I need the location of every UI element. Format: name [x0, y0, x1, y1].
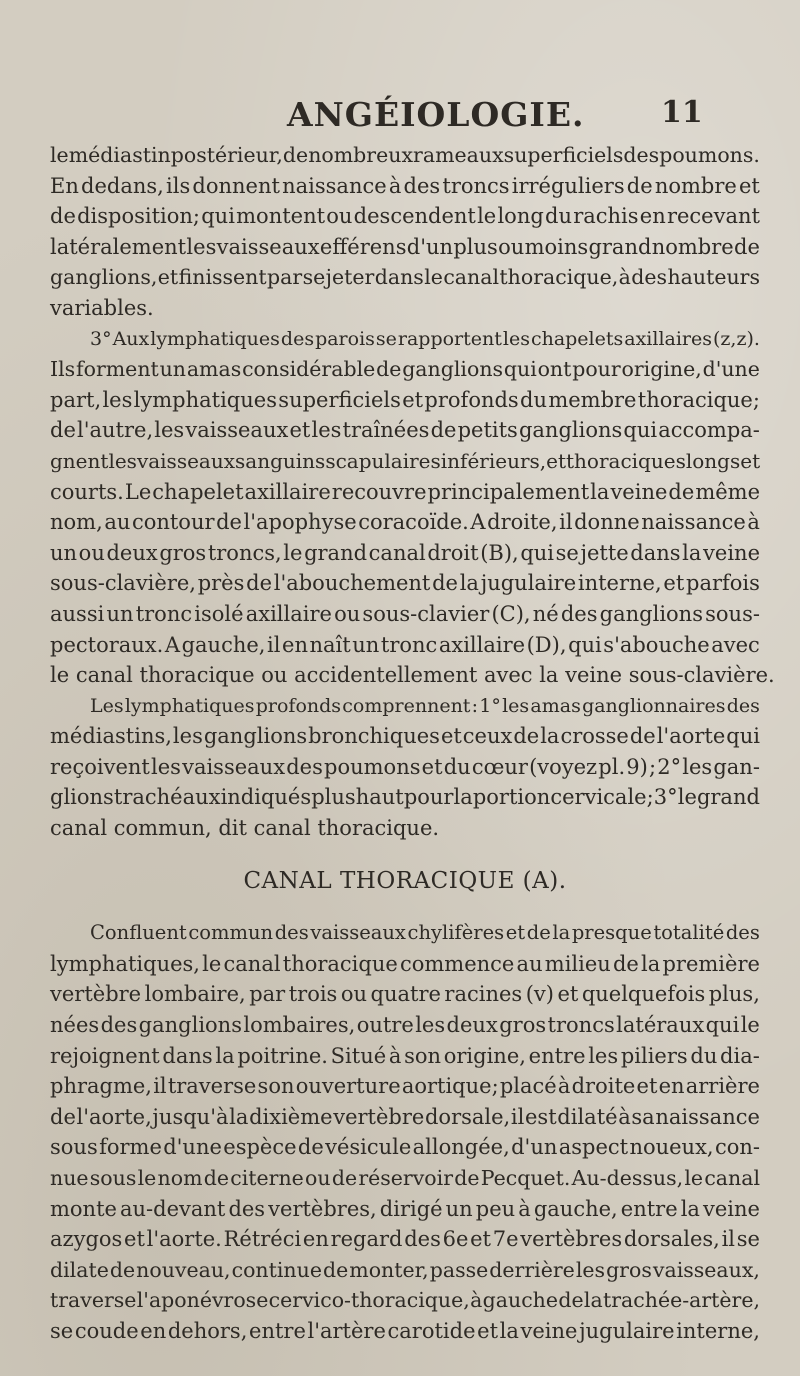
text-line: Confluent commun des vaisseaux chylifères et de la presque totalité des	[90, 921, 760, 945]
text-line: de disposition; qui montent ou descendent le long du rachis en recevant	[50, 204, 760, 229]
text-line: le médiastin postérieur, de nombreux rameaux superficiels des poumons.	[50, 143, 760, 167]
text-line: part, les lymphatiques superficiels et profonds du membre thoracique;	[50, 387, 760, 412]
text-line: sous forme d'une espèce de vésicule allongée, d'un aspect noueux, con-	[50, 1135, 760, 1160]
running-title: ANGÉIOLOGIE.	[287, 95, 585, 134]
text-line: nom, au contour de l'apophyse coracoïde. A droite, il donne naissance à	[50, 510, 760, 535]
text-line: se coude en dehors, entre l'artère carotide et la veine jugulaire interne,	[50, 1318, 760, 1343]
text-line: sous-clavière, près de l'abouchement de la jugulaire interne, et parfois	[50, 571, 760, 596]
page-number: 11	[661, 95, 703, 130]
text-line: latéralement les vaisseaux efférens d'un plus ou moins grand nombre de	[50, 234, 760, 259]
text-line: courts. Le chapelet axillaire recouvre principalement la veine de même	[50, 479, 760, 504]
text-line: gnent les vaisseaux sanguins scapulaires inférieurs, et thoraciques longs et	[50, 448, 761, 473]
text-line: traverse l'aponévrose cervico-thoracique, à gauche de la trachée-artère,	[50, 1288, 760, 1313]
text-line: azygos et l'aorte. Rétréci en regard des 6e et 7e vertèbres dorsales, il se	[50, 1227, 760, 1252]
text-line: glions trachéaux indiqués plus haut pour la portion cervicale ; 3° le grand	[50, 785, 760, 810]
text-line: aussi un tronc isolé axillaire ou sous-clavier (C), né des ganglions sous-	[50, 601, 760, 626]
text-line: ganglions, et finissent par se jeter dans le canal thoracique, à des hauteurs	[50, 265, 760, 290]
text-line: un ou deux gros troncs, le grand canal droit (B), qui se jette dans la veine	[50, 540, 760, 565]
text-line: Les lymphatiques profonds comprennent : 1° les amas ganglionnaires des	[90, 694, 760, 717]
paragraph-1	[50, 140, 760, 324]
text-line: monte au-devant des vertèbres, dirigé un peu à gauche, entre la veine	[50, 1196, 760, 1221]
text-line: 3° Aux lymphatiques des parois se rapportent les chapelets axillaires (z,z).	[90, 327, 760, 350]
text-line: vertèbre lombaire, par trois ou quatre racines (v) et quelquefois plus,	[50, 982, 760, 1007]
paragraph-2	[50, 324, 775, 691]
text-line: pectoraux. A gauche, il en naît un tronc axillaire (D), qui s'abouche avec	[50, 632, 760, 657]
text-line: canal commun, dit canal thoracique.	[50, 816, 440, 841]
text-line: de l'aorte, jusqu'à la dixième vertèbre dorsale, il est dilaté à sa naissance	[50, 1104, 760, 1129]
text-line: Ils forment un amas considérable de ganglions qui ont pour origine, d'une	[50, 357, 760, 382]
text-line: médiastins, les ganglions bronchiques et ceux de la crosse de l'aorte qui	[50, 724, 760, 749]
body-text	[50, 140, 775, 1347]
text-line: reçoivent les vaisseaux des poumons et du cœur (voyez pl. 9) ; 2° les gan-	[50, 754, 760, 779]
paragraph-3	[50, 691, 760, 844]
paragraph-4	[50, 918, 760, 1346]
text-line: phragme, il traverse son ouverture aortique; placé à droite et en arrière	[50, 1074, 760, 1099]
text-line: nue sous le nom de citerne ou de réservoir de Pecquet. Au-dessus, le canal	[50, 1166, 760, 1190]
page-header	[0, 95, 800, 135]
text-line: de l'autre, les vaisseaux et les traînées de petits ganglions qui accompa-	[50, 418, 760, 443]
text-line: lymphatiques, le canal thoracique commence au milieu de la première	[50, 951, 760, 976]
text-line: nées des ganglions lombaires, outre les deux gros troncs latéraux qui le	[50, 1013, 760, 1038]
text-line: variables.	[50, 295, 154, 320]
section-heading: CANAL THORACIQUE (A).	[243, 867, 567, 894]
text-line: dilate de nouveau, continue de monter, passe derrière les gros vaisseaux,	[50, 1257, 760, 1282]
text-line: rejoignent dans la poitrine. Situé à son origine, entre les piliers du dia-	[50, 1043, 760, 1068]
text-line: le canal thoracique ou accidentellement avec la veine sous-clavière.	[50, 663, 775, 688]
text-line: En dedans, ils donnent naissance à des troncs irréguliers de nombre et	[50, 173, 760, 198]
